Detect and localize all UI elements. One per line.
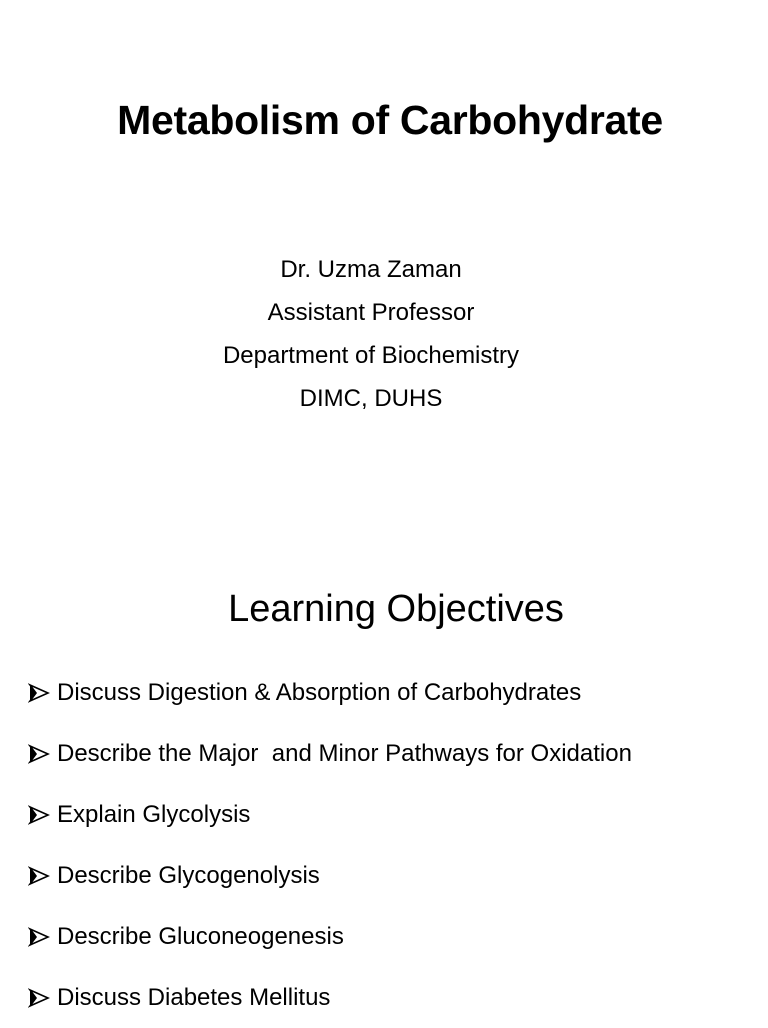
author-info [0,248,742,420]
arrow-bullet-icon [28,683,50,703]
objective-item [28,662,632,723]
objective-text: Discuss Diabetes Mellitus [57,983,331,1011]
slide-title: Metabolism of Carbohydrate [117,97,663,143]
objectives-list [28,662,632,1028]
objective-item [28,967,632,1028]
arrow-bullet-icon [28,744,50,764]
arrow-bullet-icon [28,927,50,947]
author-department: Department of Biochemistry [222,342,520,369]
objective-text: Explain Glycolysis [57,800,251,828]
author-position: Assistant Professor [267,299,475,326]
objective-item [28,906,632,967]
objective-text: Describe Gluconeogenesis [57,922,344,950]
objective-item [28,723,632,784]
objectives-heading: Learning Objectives [228,588,564,630]
author-name: Dr. Uzma Zaman [280,256,462,283]
objective-text: Discuss Digestion & Absorption of Carbohydrates [57,678,582,706]
objective-item [28,845,632,906]
arrow-bullet-icon [28,866,50,886]
objective-text: Describe the Major and Minor Pathways for Oxidation [57,739,632,767]
objective-text: Describe Glycogenolysis [57,861,320,889]
author-institution: DIMC, DUHS [299,385,443,412]
objectives-slide [0,512,768,1024]
arrow-bullet-icon [28,988,50,1008]
objective-item [28,784,632,845]
arrow-bullet-icon [28,805,50,825]
title-slide [0,0,768,512]
